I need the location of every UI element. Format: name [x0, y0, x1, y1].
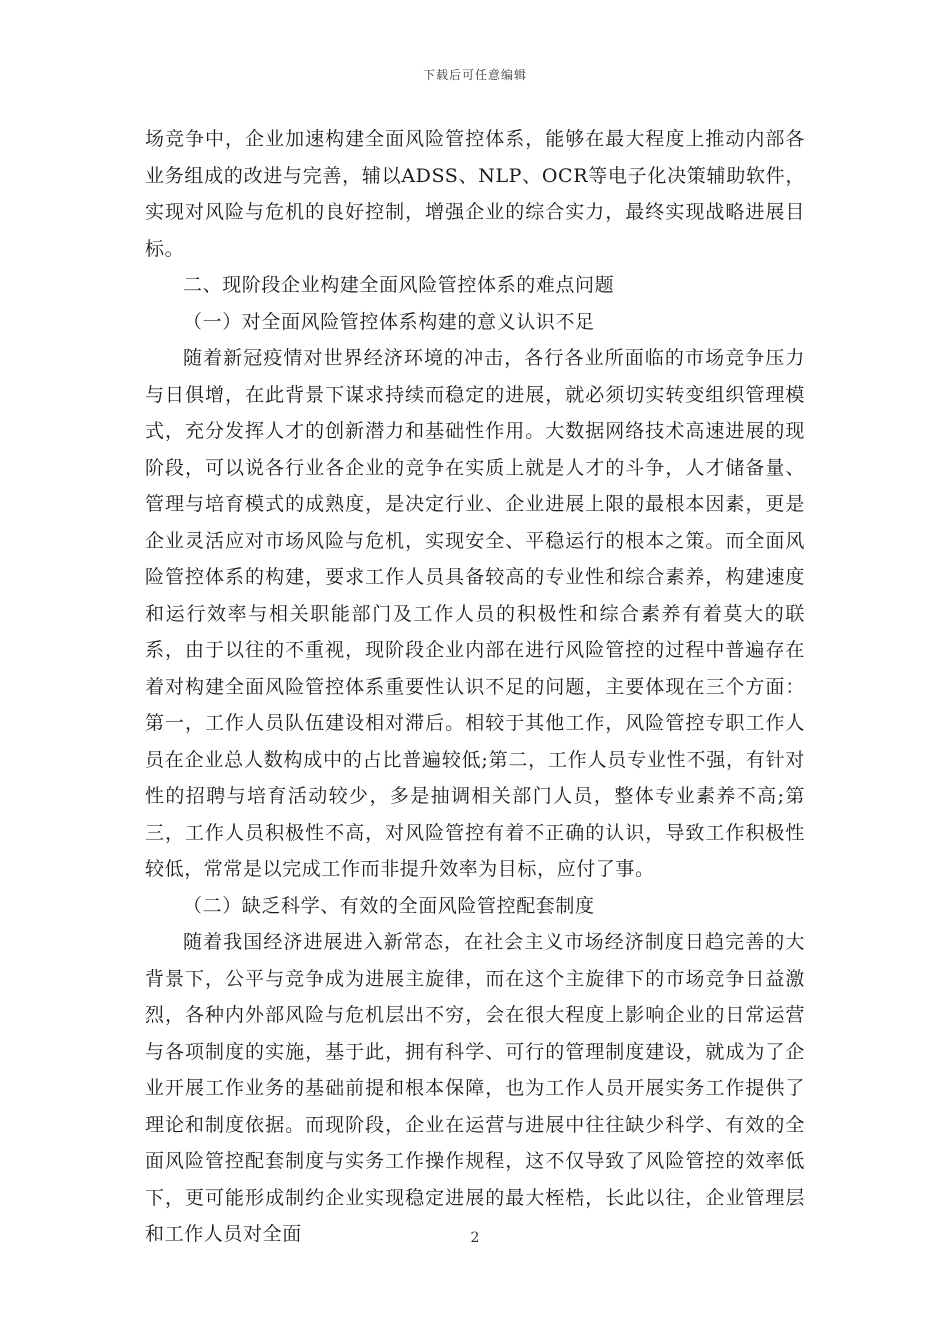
- subsection-heading-1: （一）对全面风险管控体系构建的意义认识不足: [183, 310, 595, 333]
- section-heading-difficulties: 二、现阶段企业构建全面风险管控体系的难点问题: [183, 274, 615, 296]
- document-body: [145, 121, 805, 1253]
- subsection-heading-2: （二）缺乏科学、有效的全面风险管控配套制度: [183, 894, 595, 917]
- paragraph-awareness: 随着新冠疫情对世界经济环境的冲击，各行各业所面临的市场竞争压力与日俱增，在此背景下谋求持续而稳定的进展，就必须切实转变组织管理模式，充分发挥人才的创新潜力和基础性作用。大数据网络技术高速进展的现阶段，可以说各行业各企业的竞争在实质上就是人才的斗争，人才储备量、管理与培育模式的成熟度，是决定行业、企业进展上限的最根本因素，更是企业灵活应对市场风险与危机，实现安全、平稳运行的根本之策。而全面风险管控体系的构建，要求工作人员具备较高的专业性和综合素养，构建速度和运行效率与相关职能部门及工作人员的积极性和综合素养有着莫大的联系，由于以往的不重视，现阶段企业内部在进行风险管控的过程中普遍存在着对构建全面风险管控体系重要性认识不足的问题，主要体现在三个方面：第一，工作人员队伍建设相对滞后。相较于其他工作，风险管控专职工作人员在企业总人数构成中的占比普遍较低;第二，工作人员专业性不强，有针对性的招聘与培育活动较少，多是抽调相关部门人员，整体专业素养不高;第三，工作人员积极性不高，对风险管控有着不正确的认识，导致工作积极性较低，常常是以完成工作而非提升效率为目标，应付了事。: [145, 347, 805, 880]
- paragraph-system: 随着我国经济进展进入新常态，在社会主义市场经济制度日趋完善的大背景下，公平与竞争成为进展主旋律，而在这个主旋律下的市场竞争日益激烈，各种内外部风险与危机层出不穷，会在很大程度上影响企业的日常运营与各项制度的实施，基于此，拥有科学、可行的管理制度建设，就成为了企业开展工作业务的基础前提和根本保障，也为工作人员开展实务工作提供了理论和制度依据。而现阶段，企业在运营与进展中往往缺少科学、有效的全面风险管控配套制度与实务工作操作规程，这不仅导致了风险管控的效率低下，更可能形成制约企业实现稳定进展的最大桎梏，长此以往，企业管理层和工作人员对全面: [145, 931, 805, 1245]
- paragraph-continuation: 场竞争中，企业加速构建全面风险管控体系，能够在最大程度上推动内部各业务组成的改进与完善，辅以ADSS、NLP、OCR等电子化决策辅助软件，实现对风险与危机的良好控制，增强企业的综合实力，最终实现战略进展目标。: [145, 128, 805, 260]
- page-number: 2: [470, 1230, 480, 1246]
- page-header: 下载后可任意编辑: [422, 68, 527, 82]
